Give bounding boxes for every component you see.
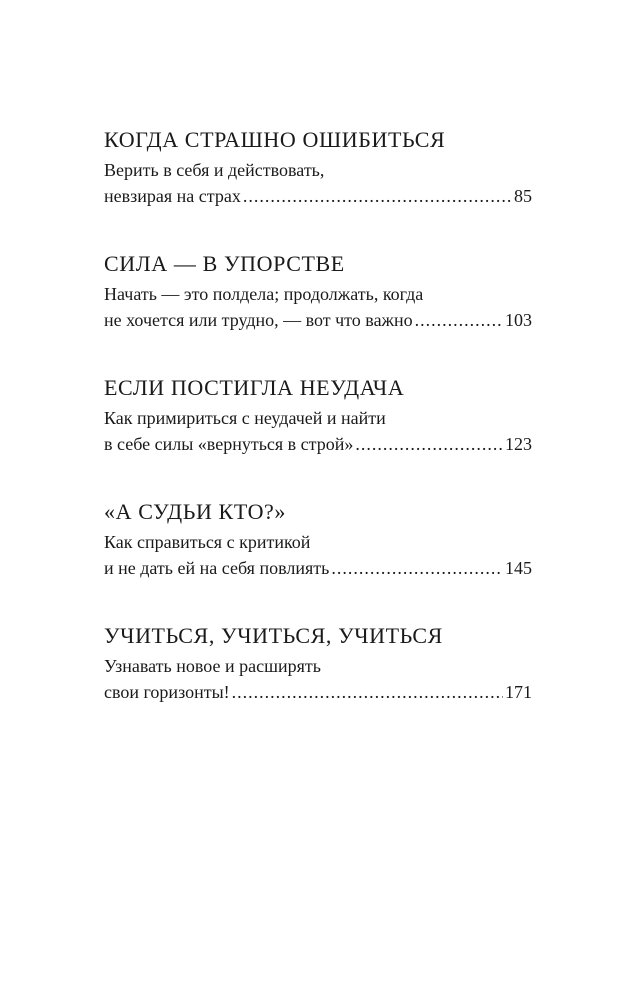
toc-entry bbox=[104, 622, 532, 705]
toc-entry bbox=[104, 126, 532, 209]
toc-entry-subtitle-line-2 bbox=[104, 679, 532, 705]
toc-entry-title: ЕСЛИ ПОСТИГЛА НЕУДАЧА bbox=[104, 375, 405, 400]
toc-entry-subtitle-line-2 bbox=[104, 307, 532, 333]
toc-entry bbox=[104, 498, 532, 581]
toc-entry-subtitle-line-1: Как примириться с неудачей и найти bbox=[104, 408, 386, 428]
toc-entry-page-number: 145 bbox=[505, 558, 532, 578]
toc-entry bbox=[104, 250, 532, 333]
toc-entry-subtitle-text: и не дать ей на себя повлиять bbox=[104, 558, 330, 578]
toc-entry-title: КОГДА СТРАШНО ОШИБИТЬСЯ bbox=[104, 127, 446, 152]
toc-entry-subtitle-line-2 bbox=[104, 555, 532, 581]
toc-entry-subtitle-text: свои горизонты! bbox=[104, 682, 230, 702]
toc-entry-subtitle-line-1: Узнавать новое и расширять bbox=[104, 656, 321, 676]
toc-entry-subtitle-line-1: Начать — это полдела; продолжать, когда bbox=[104, 284, 424, 304]
toc-entry-subtitle-text: невзирая на страх bbox=[104, 186, 241, 206]
toc-entry-page-number: 85 bbox=[514, 186, 532, 206]
dot-leader bbox=[355, 431, 503, 457]
toc-entry-subtitle-line-1: Верить в себя и действовать, bbox=[104, 160, 325, 180]
toc-entry-subtitle-line-2 bbox=[104, 431, 532, 457]
toc-entry-page-number: 171 bbox=[505, 682, 532, 702]
dot-leader bbox=[232, 679, 503, 705]
dot-leader bbox=[243, 183, 512, 209]
toc-entry-subtitle-line-1: Как справиться с критикой bbox=[104, 532, 311, 552]
toc-entry-title: «А СУДЬИ КТО?» bbox=[104, 499, 287, 524]
table-of-contents bbox=[104, 126, 532, 746]
toc-entry-title: УЧИТЬСЯ, УЧИТЬСЯ, УЧИТЬСЯ bbox=[104, 623, 443, 648]
dot-leader bbox=[415, 307, 503, 333]
toc-entry-subtitle-text: в себе силы «вернуться в строй» bbox=[104, 434, 354, 454]
toc-entry-page-number: 103 bbox=[505, 310, 532, 330]
toc-entry-subtitle-line-2 bbox=[104, 183, 532, 209]
dot-leader bbox=[331, 555, 503, 581]
toc-entry-title: СИЛА — В УПОРСТВЕ bbox=[104, 251, 345, 276]
toc-entry-page-number: 123 bbox=[505, 434, 532, 454]
toc-entry bbox=[104, 374, 532, 457]
toc-entry-subtitle-text: не хочется или трудно, — вот что важно bbox=[104, 310, 413, 330]
